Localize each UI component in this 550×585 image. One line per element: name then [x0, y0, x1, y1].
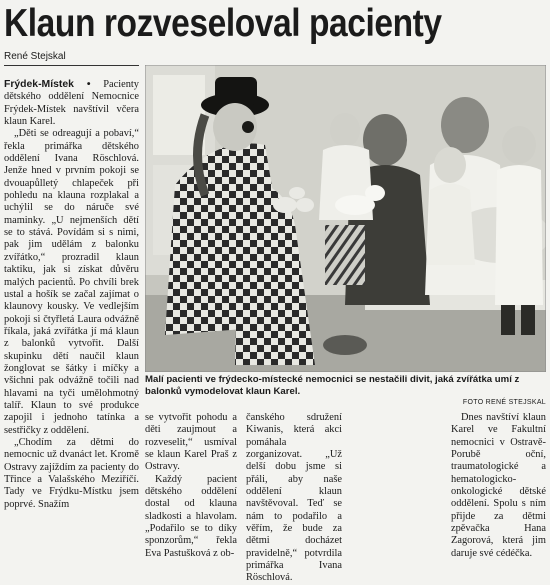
article-column-2: [145, 412, 237, 560]
article-photo: [145, 65, 546, 372]
photo-credit: FOTO RENÉ STEJSKAL: [462, 399, 546, 406]
article-paragraph: se vytvořit pohodu a děti zaujmout a rozveselit,“ usmíval se klaun Karel Praš z Ostravy.: [145, 412, 237, 473]
headline: Klaun rozveseloval pacienty: [4, 2, 442, 45]
article-paragraph: Každý pacient dětského oddělení dostal od klauna sladkosti a hlavolam. „Podařilo se to díky sponzorům,“ řekla Eva Pastušková z ob-: [145, 473, 237, 559]
dateline: Frýdek-Místek •: [4, 79, 91, 90]
byline-rule: [4, 65, 139, 66]
article-column-4: [451, 412, 546, 560]
article-paragraph: čanského sdružení Kiwanis, která akci pomáhala zorganizovat. „Už delší dobu jsme si přáli, aby naše oddělení klaun navštěvoval. Teď se nám to podařilo a věřím, že bude za dětmi docházet pravidelně,“ potvrdila primářka Ivana Röschlová.: [246, 412, 342, 584]
photo-caption: Malí pacienti ve frýdecko-místecké nemocnici se nestačili divit, jaká zvířátka umí z balonků vymodelovat klaun Karel.: [145, 374, 520, 397]
article-paragraph: „Děti se odreagují a pobaví,“ řekla primářka dětského oddělení Ivana Röschlová. Jenže hned v prvním pokoji se dvouapůlletý chlapeček při pohledu na klauna rozplakal a uchýlil se do náruče své maminky. „U nejmenších dětí se to stává. Povídám si s nimi, pak jim udělám z balonku zvířátko,“ prozradil klaun taktiku, jak si získat důvěru malých pacientů. Po chvíli brek ustal a hošík se začal zajímat o klaunovy kousky. Ve vedlejším pokoji si čtyřletá Laura odvážně říkala, jaká zvířátka jí má klaun z balonků vytvořit. Další skupinku dětí naučil klaun žonglovat se šátky i míčky a všichni pak odvážně točili nad hlavami na tyči umělohmotný talíř. Klaun to své produkce zapojil i jednoho tatínka a sestřičky z oddělení.: [4, 128, 139, 436]
article-column-1: [4, 79, 139, 511]
photo-clown-with-children: [145, 65, 546, 372]
article-paragraph: „Chodím za dětmi do nemocnic už dvanáct let. Kromě Ostravy zajíždím za pacienty do Třince a Valašského Meziříčí. Tady ve Frýdku-Místku jsem poprvé. Snažím: [4, 436, 139, 510]
lead-text: Pacienty dětského oddělení Nemocnice Frýdek-Místek navštívil včera klaun Karel.: [4, 79, 139, 128]
byline: René Stejskal: [4, 51, 66, 62]
lead-paragraph: [4, 79, 139, 128]
article-paragraph: Dnes navštíví klaun Karel ve Fakultní nemocnici v Ostravě-Porubě oční, traumatologické a hematologicko-onkologické dětské oddělení. Spolu s ním přijde za dětmi zpěvačka Hana Zagorová, která jim daruje své cédéčka.: [451, 412, 546, 559]
article-column-3: [246, 412, 342, 585]
